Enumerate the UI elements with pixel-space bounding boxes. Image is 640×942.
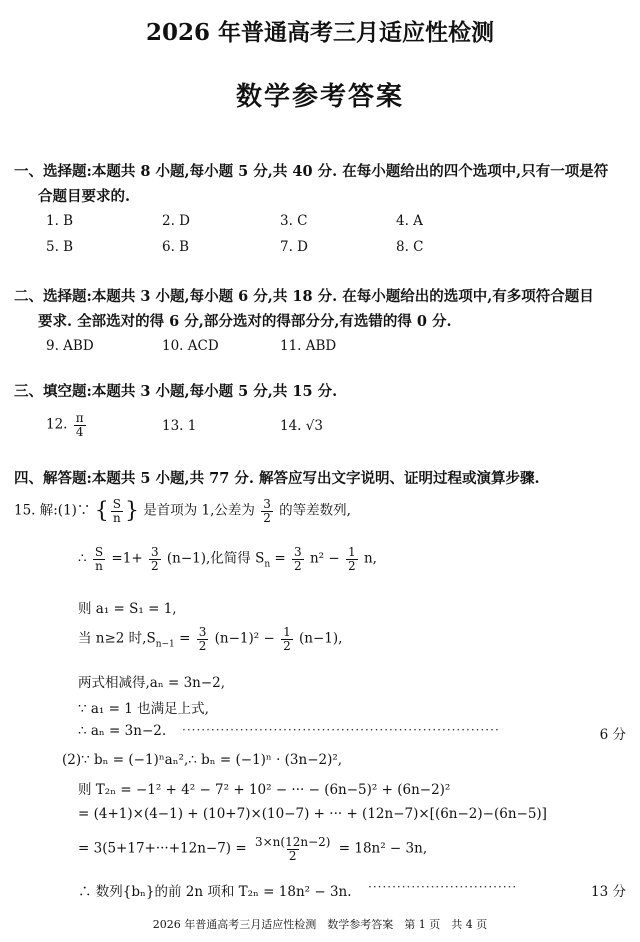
q15-line3: 则 a₁ = S₁ = 1, <box>78 601 177 617</box>
q15-line1: 15. 解:(1)∵ { $\frac{S}{n}$ } 是首项为 1,公差为 $\frac{3}{2}$ 的等差数列, <box>14 497 351 525</box>
score-13: 13 分 <box>591 884 626 900</box>
fraction-3-2: $\frac{3}{2}$ <box>263 497 271 525</box>
answer-5: 5. B <box>46 239 74 255</box>
q15-line2: ∴ $\frac{S}{n}$ =1+ $\frac{3}{2}$ (n−1),化简得 $S_n$ = $\frac{3}{2}$ n² − $\frac{1}{2}$ n, <box>78 545 377 573</box>
fraction-sum: $\frac{3\times n(12n-2)}{2}$ <box>254 835 331 863</box>
answer-2: 2. D <box>162 213 190 229</box>
answer-13: 13. 1 <box>162 418 197 434</box>
q15-line5: 两式相减得,aₙ = 3n−2, <box>78 675 226 691</box>
page-subtitle: 数学参考答案 <box>235 82 404 112</box>
answer-9: 9. ABD <box>46 338 94 354</box>
q15-line11: = 3(5+17+···+12n−7) = $\frac{3\times n(12n-2)}{2}$ = 18n² − 3n, <box>78 835 428 863</box>
section4-heading: 四、解答题:本题共 5 小题,共 77 分. 解答应写出文字说明、证明过程或演算步骤. <box>14 470 540 487</box>
answer-1: 1. B <box>46 213 74 229</box>
sn-over-n: $\frac{S}{n}$ <box>112 497 121 525</box>
page-title: 2026 年普通高考三月适应性检测 <box>145 19 495 46</box>
fraction-pi-over-4: $\frac{\pi}{4}$ <box>75 411 84 439</box>
answer-6: 6. B <box>162 239 190 255</box>
q15-line9: 则 T₂ₙ = −1² + 4² − 7² + 10² − ··· − (6n−5)² + (6n−2)² <box>78 782 451 798</box>
dot-leader: ·································································· <box>182 723 500 737</box>
section3-heading: 三、填空题:本题共 3 小题,每小题 5 分,共 15 分. <box>14 383 338 400</box>
q15-line4: 当 n≥2 时$,S_{n-1}$ = $\frac{3}{2}$ (n−1)² − $\frac{1}{2}$ (n−1), <box>78 625 343 653</box>
answer-12: 12. $\frac{\pi}{4}$ <box>46 411 84 439</box>
section2-heading-line2: 要求. 全部选对的得 6 分,部分选对的得部分分,有选错的得 0 分. <box>38 313 452 330</box>
q15-line7: ∴ aₙ = 3n−2. <box>78 723 167 739</box>
answer-10: 10. ACD <box>162 338 219 354</box>
q15-line10: = (4+1)×(4−1) + (10+7)×(10−7) + ··· + (12n−7)×[(6n−2)−(6n−5)] <box>78 806 547 822</box>
section1-heading-line1: 一、选择题:本题共 8 小题,每小题 5 分,共 40 分. 在每小题给出的四个选项中,只有一项是符 <box>14 163 609 180</box>
dot-leader: ······························· <box>368 880 518 894</box>
answer-8: 8. C <box>396 239 424 255</box>
q15-line8: (2)∵ bₙ = (−1)ⁿaₙ²,∴ bₙ = (−1)ⁿ · (3n−2)², <box>62 752 343 768</box>
answer-11: 11. ABD <box>280 338 337 354</box>
answer-14: 14. √3 <box>280 418 323 434</box>
q15-line6: ∵ a₁ = 1 也满足上式, <box>78 701 209 717</box>
score-6: 6 分 <box>599 727 626 743</box>
section1-heading-line2: 合题目要求的. <box>38 188 131 205</box>
q15-line12: ∴ 数列{bₙ}的前 2n 项和 T₂ₙ = 18n² − 3n. <box>78 884 352 900</box>
answer-7: 7. D <box>280 239 308 255</box>
section2-heading-line1: 二、选择题:本题共 3 小题,每小题 6 分,共 18 分. 在每小题给出的选项中,有多项符合题目 <box>14 288 594 305</box>
answer-4: 4. A <box>396 213 423 229</box>
answer-3: 3. C <box>280 213 308 229</box>
page-footer: 2026 年普通高考三月适应性检测 数学参考答案 第 1 页 共 4 页 <box>152 918 488 931</box>
